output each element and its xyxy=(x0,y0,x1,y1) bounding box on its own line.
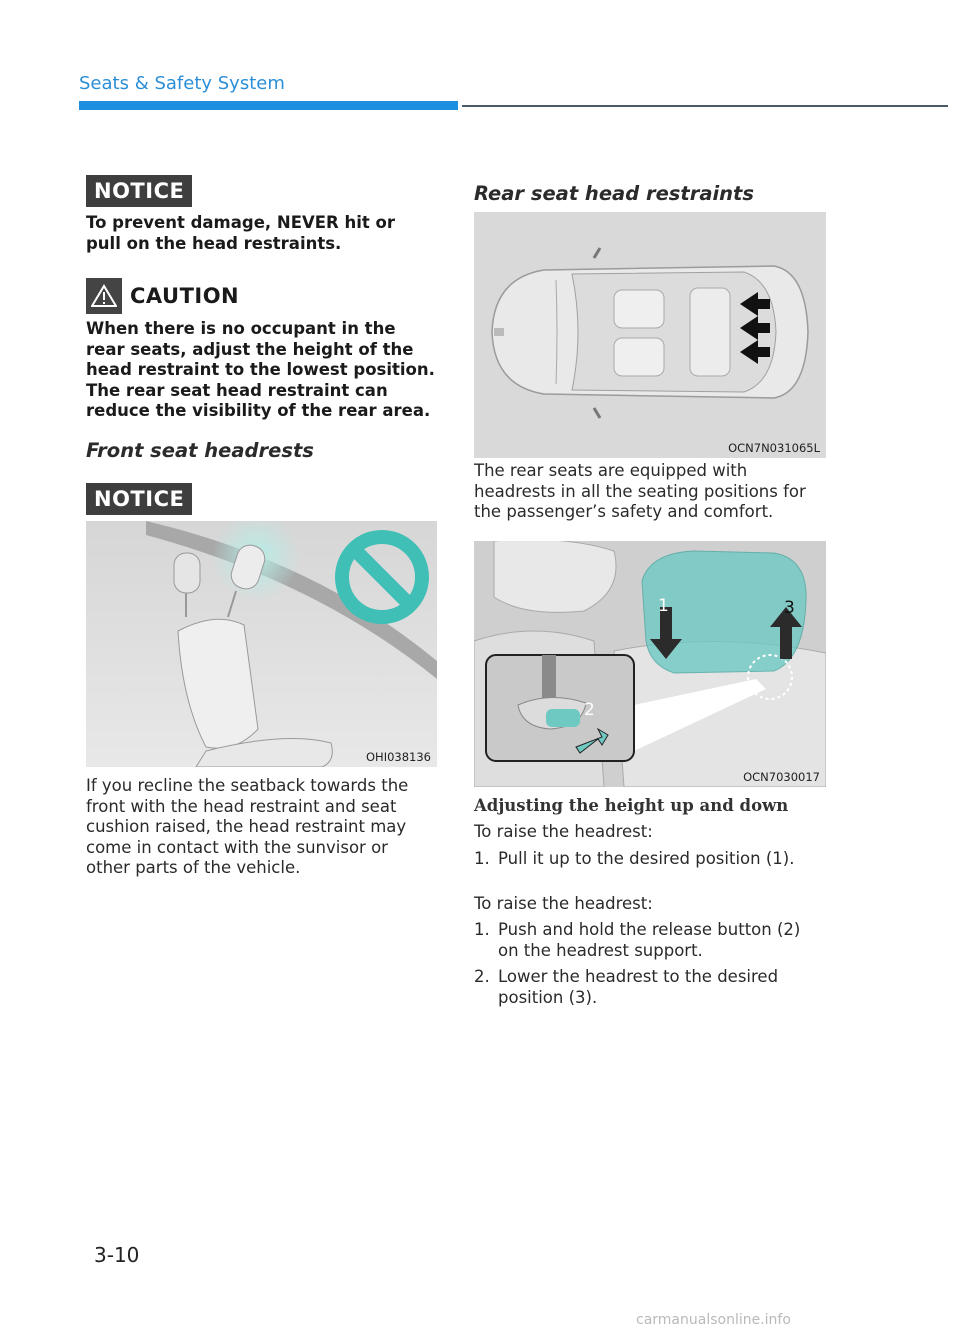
front-paragraph: If you recline the seatback towards the front with the head restraint and seat cushion raised, the head restraint may come in contact with the sunvisor or other parts of the vehicle. xyxy=(86,776,409,877)
step-number: 1. xyxy=(474,920,490,939)
step-number: 1. xyxy=(474,849,490,868)
callout-1: 1 xyxy=(658,596,669,616)
caution-header xyxy=(86,278,239,314)
list-item xyxy=(474,967,824,1008)
figure-code: OCN7N031065L xyxy=(728,441,820,455)
header-rule xyxy=(462,105,948,107)
notice-text: To prevent damage, NEVER hit or pull on the head restraints. xyxy=(86,213,395,253)
step-text: Push and hold the release button (2) on the headrest support. xyxy=(498,920,801,960)
figure-code: OHI038136 xyxy=(366,750,431,764)
list-item xyxy=(474,849,824,870)
caution-label: CAUTION xyxy=(130,284,240,308)
callout-3: 3 xyxy=(784,598,795,618)
step-text: Lower the headrest to the desired position (3). xyxy=(498,967,779,1007)
section-title: Seats & Safety System xyxy=(79,73,285,94)
front-seat-headrests-heading: Front seat headrests xyxy=(86,439,314,462)
step-number: 2. xyxy=(474,967,490,986)
notice-label: NOTICE xyxy=(86,175,192,207)
rear-paragraph: The rear seats are equipped with headrests in all the seating positions for the passenger’s safety and comfort. xyxy=(474,461,806,521)
adjusting-height-heading: Adjusting the height up and down xyxy=(474,796,789,815)
figure-headrest-adjust xyxy=(474,541,826,787)
callout-2: 2 xyxy=(584,700,595,720)
raise-intro: To raise the headrest: xyxy=(474,822,653,841)
header-rule-accent xyxy=(79,101,458,110)
lower-intro: To raise the headrest: xyxy=(474,894,653,913)
caution-text: When there is no occupant in the rear seats, adjust the height of the head restraint to the lowest position. The rear seat head restraint can reduce the visibility of the rear area. xyxy=(86,319,435,420)
watermark: carmanualsonline.info xyxy=(636,1312,791,1328)
warning-triangle-icon xyxy=(86,278,122,314)
step-text: Pull it up to the desired position (1). xyxy=(498,849,795,868)
figure-car-top-view xyxy=(474,212,826,458)
rear-seat-head-restraints-heading: Rear seat head restraints xyxy=(474,182,754,205)
list-item xyxy=(474,920,824,961)
figure-code: OCN7030017 xyxy=(743,770,820,784)
notice-label-2: NOTICE xyxy=(86,483,192,515)
page-number: 3-10 xyxy=(94,1243,140,1267)
figure-front-seat-recline xyxy=(86,521,437,767)
